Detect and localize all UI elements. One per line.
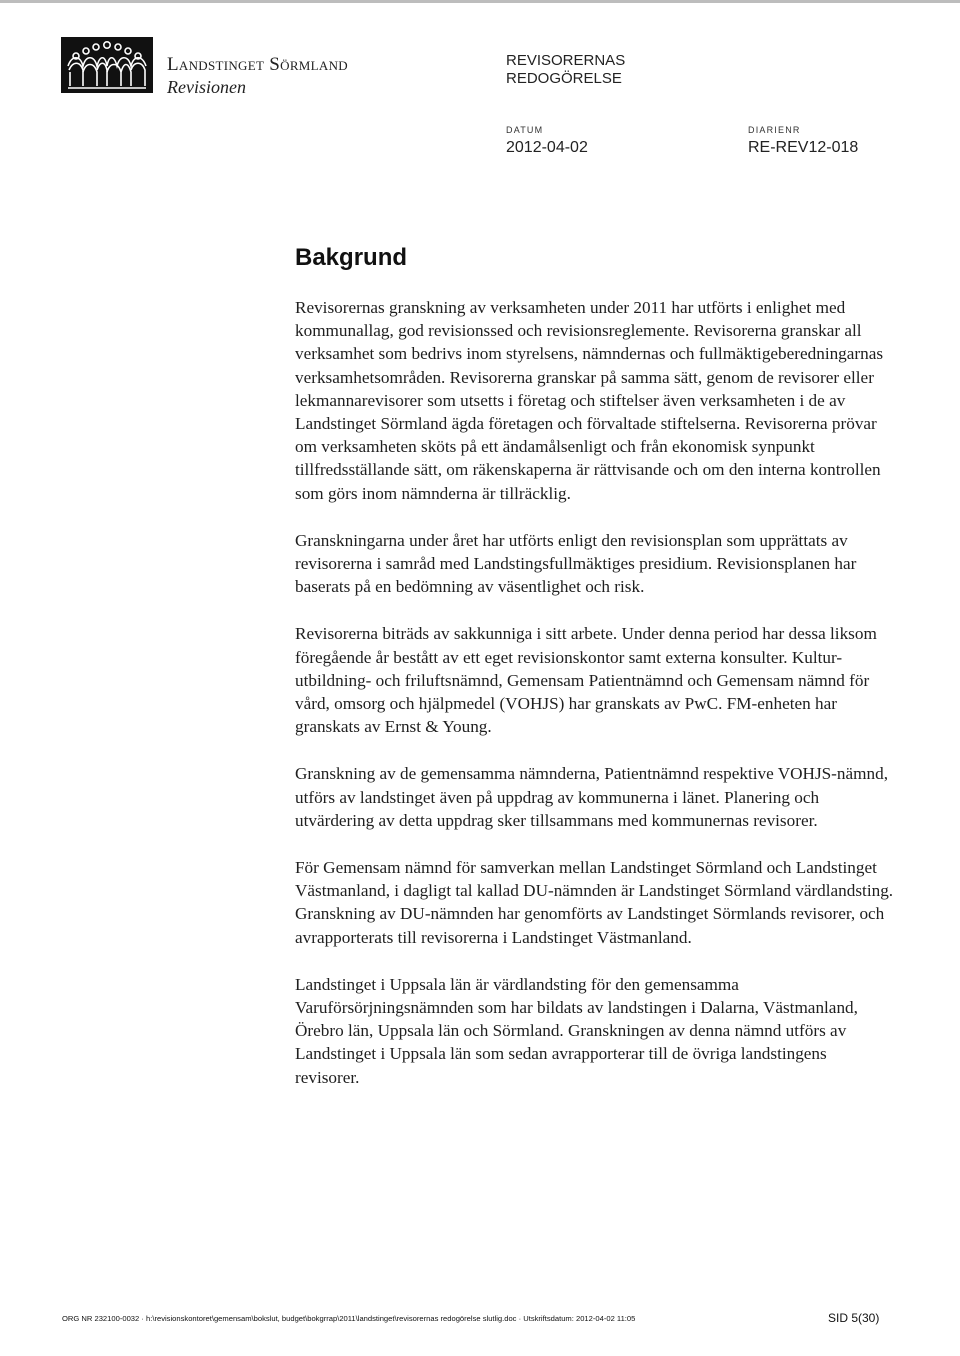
document-type <box>506 52 625 88</box>
organization-name: Landstinget Sörmland <box>167 54 348 75</box>
date-label: DATUM <box>506 125 544 135</box>
diarienr-value: RE-REV12-018 <box>748 139 859 156</box>
footer-document-info: ORG NR 232100-0032 · h:\revisionskontoret\gemensam\bokslut, budget\bokgrrap\2011\landstinget\revisorernas redogörelse slutlig.doc · Utskriftsdatum: 2012-04-02 11:05 <box>62 1314 636 1323</box>
paragraph: Granskning av de gemensamma nämnderna, Patientnämnd respektive VOHJS-nämnd, utförs av landstinget även på uppdrag av kommunerna i länet. Planering och utvärdering av detta uppdrag sker tillsammans med kommunernas revisorer. <box>295 764 888 830</box>
section-heading: Bakgrund <box>295 244 408 271</box>
organization-block <box>167 54 348 98</box>
organization-unit: Revisionen <box>167 77 246 97</box>
paragraph: Revisorerna biträds av sakkunniga i sitt arbete. Under denna period har dessa liksom föregående år bestått av ett eget revisionskontor samt externa konsulter. Kultur- utbildning- och friluftsnämnd, Gemensam Patientnämnd och Gemensam nämnd för vård, omsorg och hjälpmedel (VOHJS) har granskats av PwC. FM-enheten har granskats av Ernst & Young. <box>295 624 877 737</box>
crown-logo-icon <box>60 36 154 94</box>
document-type-line-1: REVISORERNAS <box>506 52 626 69</box>
body-text <box>295 296 895 1113</box>
paragraph: Revisorernas granskning av verksamheten under 2011 har utförts i enlighet med kommunallag, god revisionssed och revisionsreglemente. Revisorerna granskar all verksamhet som bedrivs inom styrelsens, nämndernas och fullmäktigeberedningarnas verksamhetsområden. Revisorerna granskar på samma sätt, genom de revisorer eller lekmannarevisorer som utsetts i företag och stiftelser även verksamheten i de av Landstinget Sörmland ägda företagen och förvaltade stiftelserna. Revisorerna prövar om verksamheten sköts på ett ändamålsenligt och från ekonomisk synpunkt tillfredsställande sätt, om räkenskaperna är rättvisande och om den interna kontrollen som görs inom nämnderna är tillräcklig. <box>295 298 884 503</box>
top-rule <box>0 0 960 3</box>
document-type-line-2: REDOGÖRELSE <box>506 70 622 87</box>
diarienr-label: DIARIENR <box>748 125 801 135</box>
paragraph: Landstinget i Uppsala län är värdlandsting för den gemensamma Varuförsörjningsnämnden som har bildats av landstingen i Dalarna, Västmanland, Örebro län, Uppsala län och Sörmland. Granskningen av denna nämnd utförs av Landstinget i Uppsala län som sedan avrapporterar till de övriga landstingens revisorer. <box>295 974 858 1087</box>
date-value: 2012-04-02 <box>506 139 588 156</box>
paragraph: För Gemensam nämnd för samverkan mellan Landstinget Sörmland och Landstinget Västmanland, i dagligt tal kallad DU-nämnden är Landstinget Sörmland värdlandsting. Granskning av DU-nämnden har genomförts av Landstinget Sörmlands revisorer, och avrapporterats till revisorerna i Landstinget Västmanland. <box>295 858 894 947</box>
page-number: SID 5(30) <box>828 1311 880 1325</box>
paragraph: Granskningarna under året har utförts enligt den revisionsplan som upprättats av revisorerna i samråd med Landstingsfullmäktiges presidium. Revisionsplanen har baserats på en bedömning av väsentlighet och risk. <box>295 530 857 597</box>
